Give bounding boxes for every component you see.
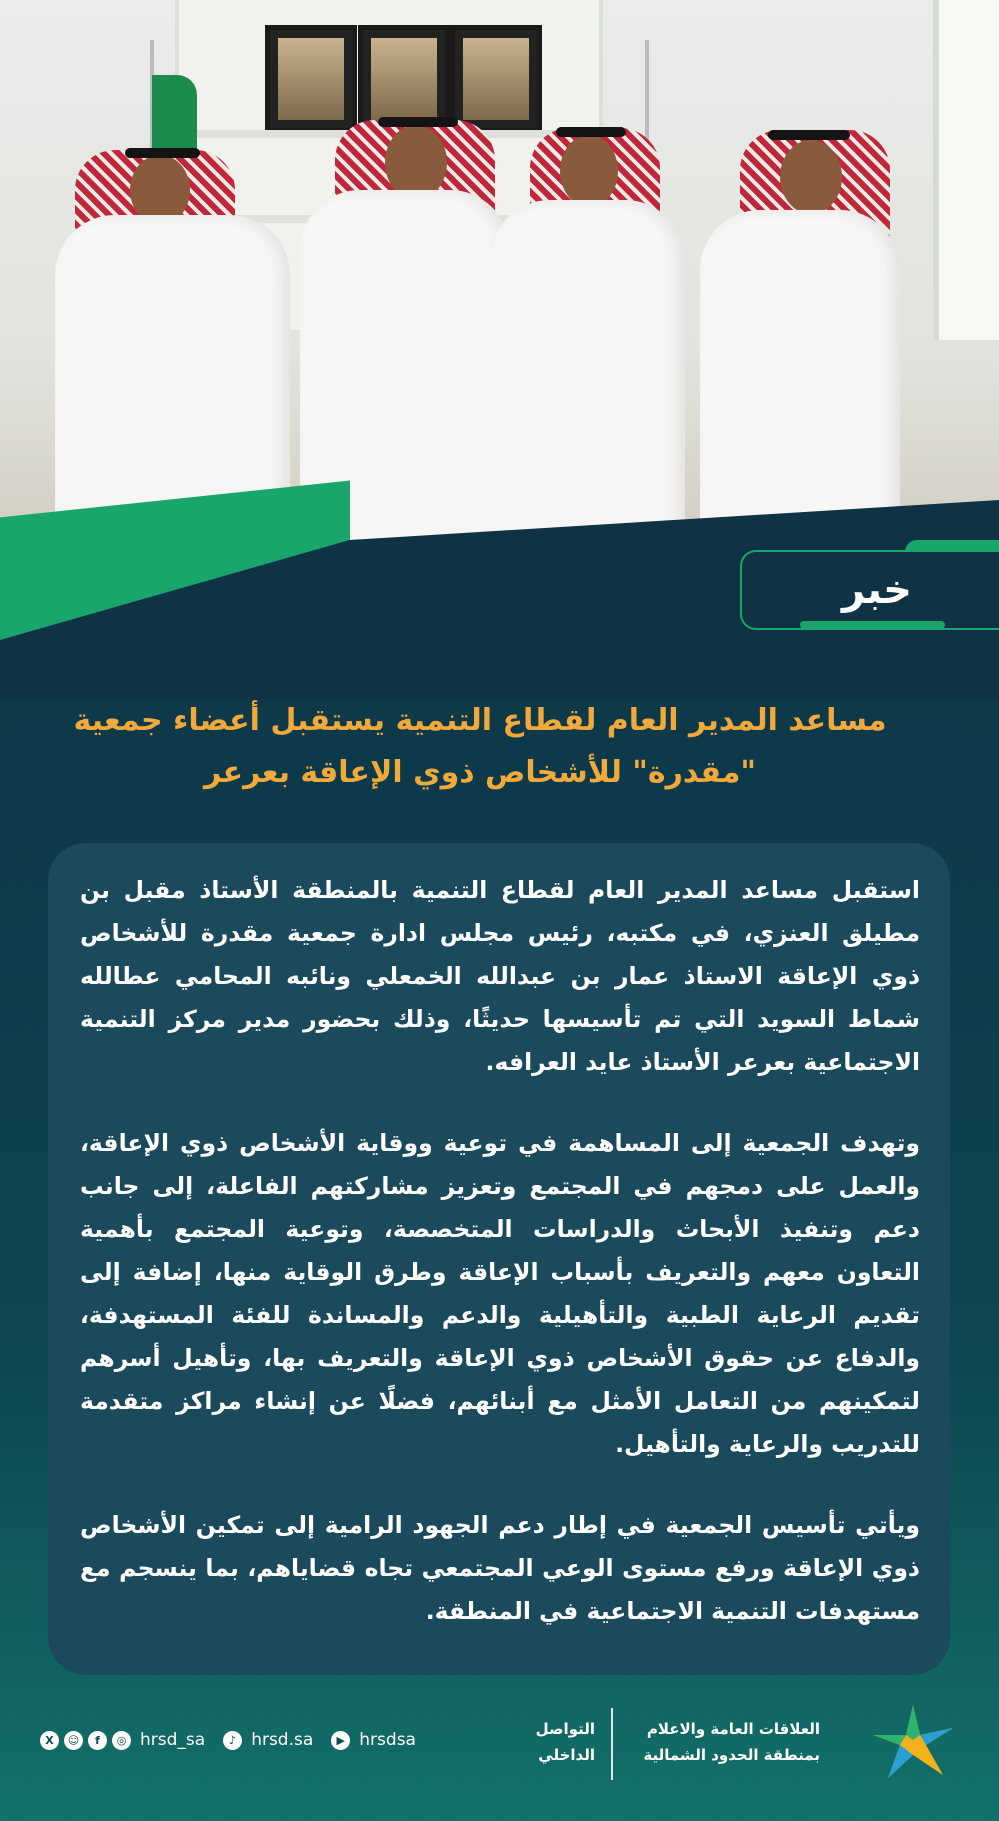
org-name-line-1: العلاقات العامة والاعلام (646, 1720, 820, 1738)
tiktok-icon[interactable]: ♪ (223, 1731, 242, 1750)
tiktok-handle[interactable]: hrsd.sa (251, 1730, 314, 1750)
footer-divider (611, 1708, 613, 1780)
window (933, 0, 999, 340)
portrait-frame (450, 25, 542, 133)
article-paragraph-3: ويأتي تأسيس الجمعية في إطار دعم الجهود الرامية إلى تمكين الأشخاص ذوي الإعاقة ورفع مستوى الوعي المجتمعي تجاه قضاياهم، بما ينسجم مع مستهدفات التنمية الاجتماعية في المنطقة. (80, 1511, 920, 1625)
contact-line-1: التواصل (535, 1720, 595, 1738)
footer (0, 1700, 999, 1821)
article-card (48, 843, 950, 1675)
org-name-line-2: بمنطقة الحدود الشمالية (643, 1746, 820, 1764)
internal-contact (505, 1716, 595, 1768)
headline-line-1: مساعد المدير العام لقطاع التنمية يستقبل أعضاء جمعية (73, 703, 887, 738)
ministry-logo-icon (868, 1700, 958, 1780)
headline (60, 695, 900, 799)
x-icon[interactable]: X (40, 1731, 59, 1750)
instagram-icon[interactable]: ◎ (112, 1731, 131, 1750)
headline-line-2: "مقدرة" للأشخاص ذوي الإعاقة بعرعر (203, 755, 757, 790)
portrait-frame (265, 25, 357, 133)
social-handle[interactable]: hrsd_sa (140, 1730, 206, 1750)
social-group-tiktok[interactable] (223, 1730, 321, 1750)
youtube-icon[interactable]: ▶ (331, 1731, 350, 1750)
youtube-handle[interactable]: hrsdsa (359, 1730, 416, 1750)
org-name (630, 1716, 820, 1768)
article-paragraph-1: استقبل مساعد المدير العام لقطاع التنمية بالمنطقة الأستاذ مقبل بن مطيلق العنزي، في مكتبه، رئيس مجلس ادارة جمعية مقدرة للأشخاص ذوي الإعاقة الاستاذ عمار بن عبدالله الخمعلي ونائبه المحامي عطالله شماط السويد التي تم تأسيسها حديثًا، وذلك بحضور مدير مركز التنمية الاجتماعية بعرعر الأستاذ عايد العرافه. (80, 876, 920, 1076)
social-group-youtube[interactable] (331, 1730, 424, 1750)
social-group-main[interactable] (40, 1730, 213, 1750)
news-tag-label: خبر (841, 567, 913, 613)
social-links (40, 1730, 424, 1750)
news-tag (740, 550, 999, 630)
facebook-icon[interactable]: f (88, 1731, 107, 1750)
snapchat-icon[interactable]: ☺ (64, 1731, 83, 1750)
article-paragraph-2: وتهدف الجمعية إلى المساهمة في توعية ووقاية الأشخاص ذوي الإعاقة، والعمل على دمجهم في المجتمع وتعزيز مشاركتهم الفاعلة، إلى جانب دعم وتنفيذ الأبحاث والدراسات المتخصصة، وتوعية المجتمع بأهمية التعاون معهم والتعريف بأسباب الإعاقة وطرق الوقاية منها، إضافة إلى تقديم الرعاية الطبية والتأهيلية والدعم والمساندة للفئة المستهدفة، والدفاع عن حقوق الأشخاص ذوي الإعاقة والتعريف بها، وتأهيل أسرهم لتمكينهم من التعامل الأمثل مع أبنائهم، فضلًا عن إنشاء مراكز متقدمة للتدريب والرعاية والتأهيل. (80, 1129, 920, 1458)
contact-line-2: الداخلي (538, 1746, 595, 1764)
tag-underline (800, 621, 945, 629)
